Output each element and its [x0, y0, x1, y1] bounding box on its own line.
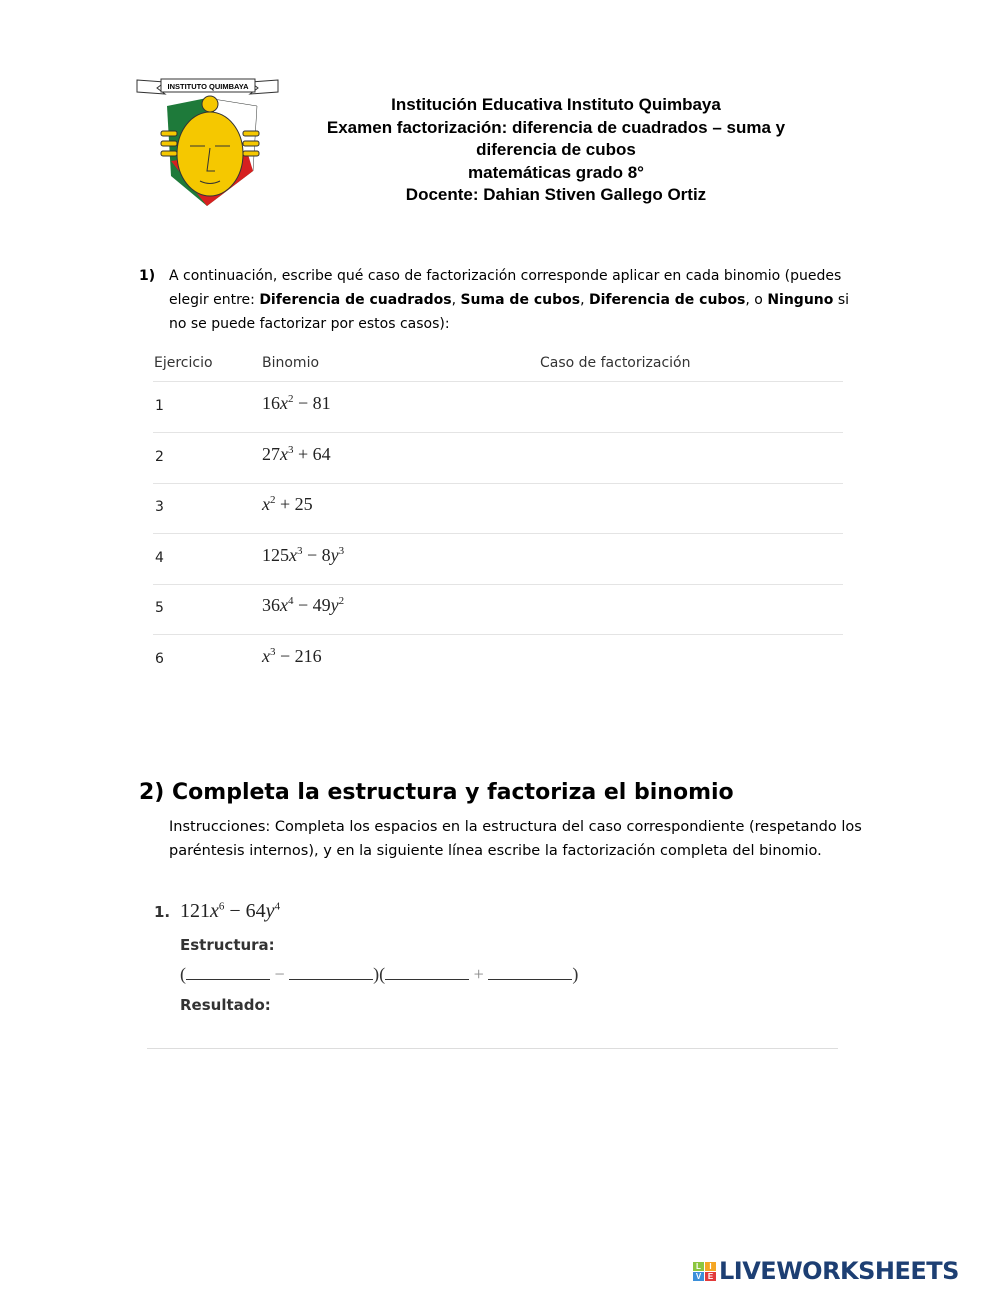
- blank-1[interactable]: [186, 965, 270, 980]
- factorization-case-input[interactable]: [540, 542, 840, 572]
- exercise-number: 4: [155, 549, 164, 566]
- exam-title-line1: Examen factorización: diferencia de cuadrados – suma y: [326, 117, 786, 137]
- column-header-binomio: Binomio: [262, 355, 320, 371]
- factorization-case-input[interactable]: [540, 643, 840, 673]
- exam-header: [280, 94, 832, 207]
- exercise-binomial: $121x^6 - 64y^4$: [180, 900, 281, 922]
- column-header-caso: Caso de factorización: [540, 355, 691, 371]
- binomial-expression: $x^2 + 25$: [262, 494, 313, 515]
- exercise-number: 2: [155, 448, 164, 465]
- divider: [153, 381, 843, 382]
- exam-title-line2: diferencia de cubos: [476, 140, 636, 159]
- binomial-expression: $27x^3 + 64$: [262, 443, 331, 464]
- subject-grade: matemáticas grado 8°: [468, 162, 644, 182]
- svg-text:INSTITUTO QUIMBAYA: INSTITUTO QUIMBAYA: [167, 82, 249, 91]
- question-1-text: A continuación, escribe qué caso de factorización corresponde aplicar en cada binomio (puedes elegir entre: Diferencia de cuadrados, Suma de cubos, Diferencia de cubos, o Ninguno si no se puede factorizar por estos casos):: [169, 268, 850, 332]
- divider: [153, 432, 843, 433]
- divider: [153, 533, 843, 534]
- factorization-case-input[interactable]: [540, 491, 840, 521]
- binomial-expression: $36x^4 - 49y^2$: [262, 595, 345, 616]
- structure-template: ( − )( + ): [180, 964, 579, 984]
- binomial-expression: $x^3 - 216$: [262, 646, 322, 666]
- divider: [153, 584, 843, 585]
- result-label: Resultado:: [180, 996, 271, 1014]
- teacher-name: Docente: Dahian Stiven Gallego Ortiz: [405, 185, 707, 204]
- result-line[interactable]: [147, 1048, 838, 1049]
- exercise-number: 5: [155, 600, 164, 617]
- blank-3[interactable]: [385, 965, 469, 980]
- divider: [153, 483, 843, 484]
- factorization-case-input[interactable]: [540, 441, 840, 471]
- school-logo: [135, 76, 280, 216]
- column-header-ejercicio: Ejercicio: [154, 355, 213, 371]
- exercise-number: 3: [155, 499, 164, 516]
- binomial-expression: $16x^2 - 81$: [262, 393, 331, 413]
- binomial-expression: $125x^3 - 8y^3$: [262, 544, 345, 565]
- school-name: Institución Educativa Instituto Quimbaya: [391, 95, 721, 114]
- question-number: 1): [139, 268, 156, 284]
- divider: [153, 634, 843, 635]
- question-2-instructions: Instrucciones: Completa los espacios en la estructura del caso correspondiente (respetando los paréntesis internos), y en la siguiente línea escribe la factorización completa del binomio.: [169, 819, 862, 859]
- blank-2[interactable]: [289, 965, 373, 980]
- exercise-number: 6: [155, 651, 164, 667]
- blank-4[interactable]: [488, 965, 572, 980]
- exercise-number: 1.: [154, 903, 171, 921]
- live-badge-icon: L I V E: [693, 1262, 716, 1281]
- exercise-number: 1: [155, 398, 164, 414]
- liveworksheets-logo: L I V E LIVEWORKSHEETS: [693, 1257, 959, 1285]
- question-2-title: 2) Completa la estructura y factoriza el binomio: [139, 780, 734, 805]
- factorization-case-input[interactable]: [540, 592, 840, 622]
- structure-label: Estructura:: [180, 936, 275, 954]
- factorization-case-input[interactable]: [540, 390, 840, 420]
